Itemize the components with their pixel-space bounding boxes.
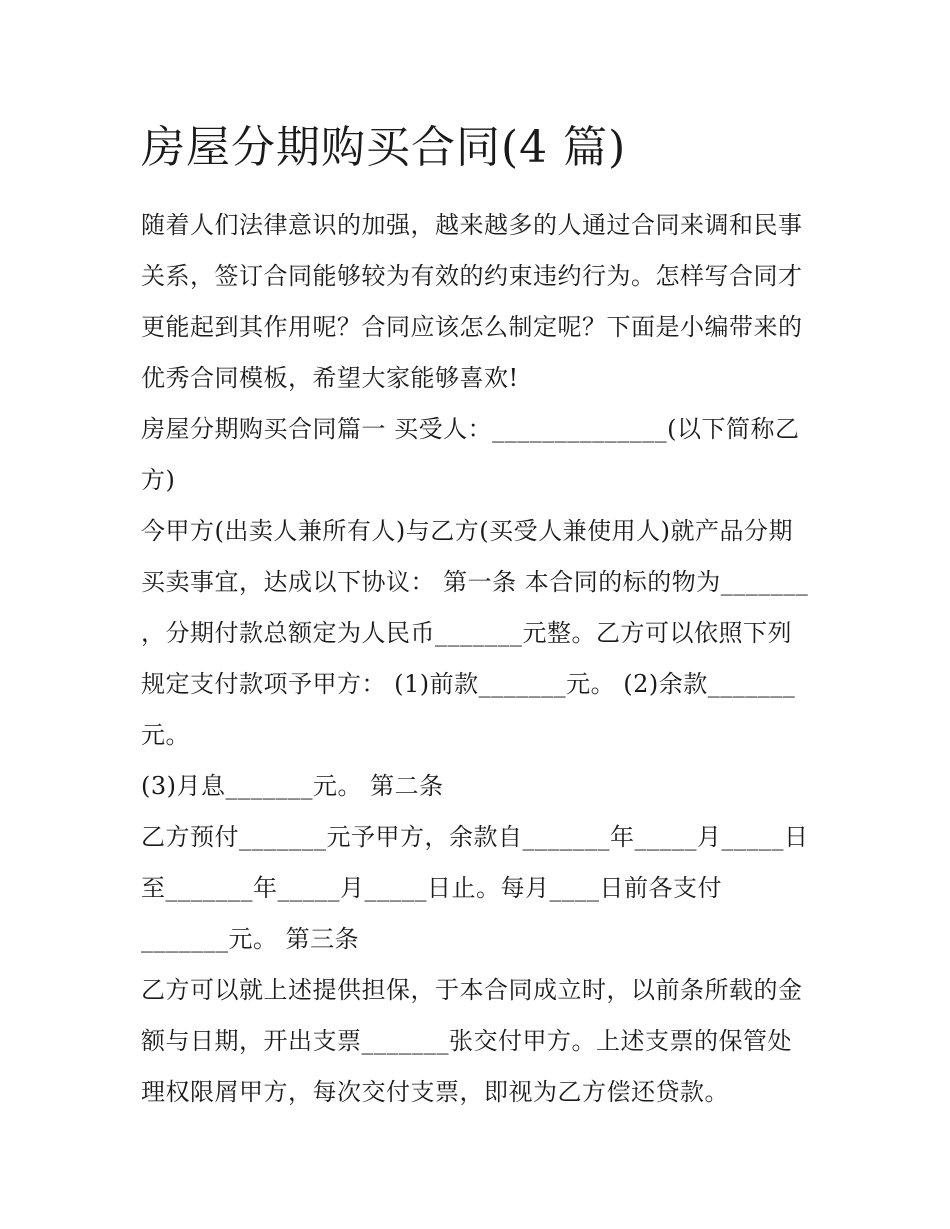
text-line: 今甲方(出卖人兼所有人)与乙方(买受人兼使用人)就产品分期: [141, 517, 793, 545]
text-line: (3)月息_______元。 第二条: [141, 772, 444, 800]
text-line: ，分期付款总额定为人民币_______元整。乙方可以依照下列: [141, 619, 792, 647]
text-line: 房屋分期购买合同篇一 买受人：______________(以下简称乙: [141, 415, 800, 443]
text-line: 买卖事宜，达成以下协议： 第一条 本合同的标的物为_______: [141, 568, 809, 596]
text-line: 理权限屑甲方，每次交付支票，即视为乙方偿还贷款。: [141, 1078, 729, 1106]
text-line: 至_______年_____月_____日止。每月____日前各支付: [141, 874, 722, 902]
text-line: 关系，签订合同能够较为有效的约束违约行为。怎样写合同才: [141, 262, 803, 290]
document-title: 房屋分期购买合同(4 篇): [141, 122, 627, 173]
text-line: 规定支付款项予甲方： (1)前款_______元。 (2)余款_______: [141, 670, 796, 698]
text-line: 更能起到其作用呢？合同应该怎么制定呢？下面是小编带来的: [141, 313, 803, 341]
text-line: 乙方预付_______元予甲方，余款自_______年_____月_____日: [141, 823, 809, 851]
text-line: 乙方可以就上述提供担保，于本合同成立时，以前条所载的金: [141, 976, 803, 1004]
text-line: 随着人们法律意识的加强，越来越多的人通过合同来调和民事: [141, 211, 803, 239]
text-line: _______元。 第三条: [141, 925, 360, 953]
text-line: 方): [141, 466, 176, 494]
text-line: 额与日期，开出支票_______张交付甲方。上述支票的保管处: [141, 1027, 792, 1055]
document-body: [141, 200, 821, 1118]
text-line: 元。: [141, 721, 190, 749]
document-page: [141, 118, 821, 1118]
text-line: 优秀合同模板，希望大家能够喜欢!: [141, 364, 519, 392]
